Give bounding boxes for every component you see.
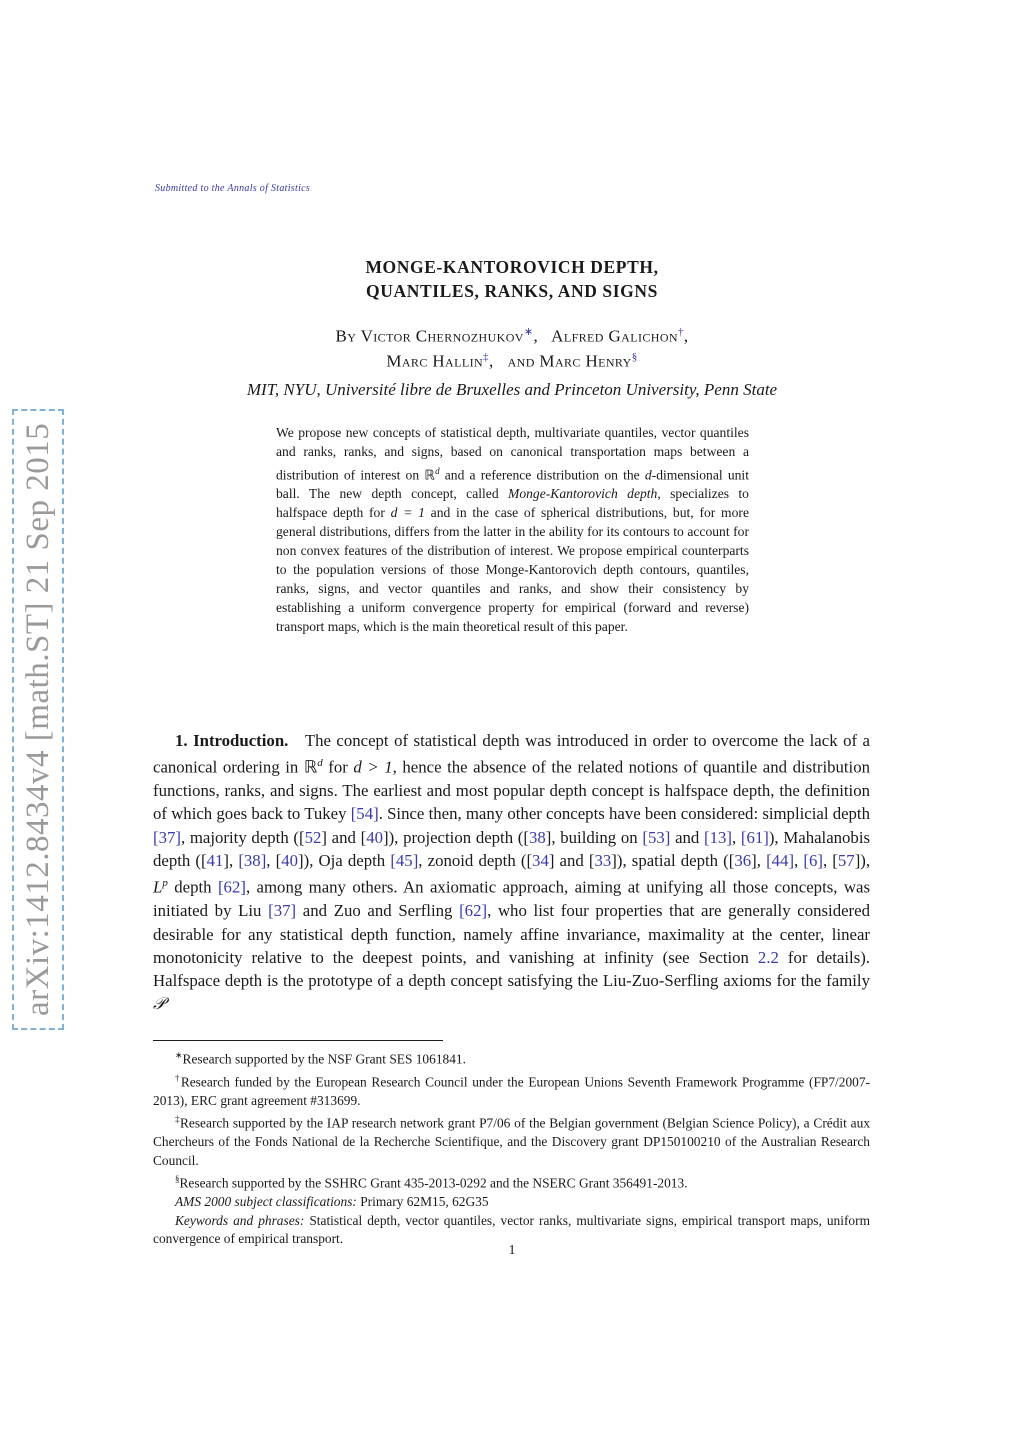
citation-link[interactable]: 33	[594, 851, 612, 871]
author-galichon: Alfred Galichon	[551, 326, 678, 346]
abstract-text-5: and in the case of spherical distributions, but, for more general distributions, differs from the latter in the ability for its contours to account for non convex features of the distribution of interest. We propose empirical counterparts to the population versions of those Monge-Kantorovich depth contours, quantiles, ranks, signs, and vector quantiles and ranks, and show their consistency by establishing a uniform convergence property for empirical (forward and reverse) transport maps, which is the main theoretical result of this paper.	[276, 505, 749, 634]
intro-text: ],	[223, 851, 239, 871]
section-link[interactable]: 2.2	[757, 947, 779, 967]
page-number: 1	[508, 1243, 516, 1258]
citation-link[interactable]: [62]	[217, 877, 246, 897]
intro-text: ]), spatial depth ([	[611, 851, 735, 871]
intro-text: and	[670, 827, 704, 847]
author-mark-2: †	[677, 326, 684, 338]
author-henry: Marc Henry	[539, 351, 632, 371]
intro-text: and Zuo and Serfling	[296, 901, 460, 921]
abstract-emph: Monge-Kantorovich depth	[508, 486, 658, 502]
author-mark-4: §	[631, 351, 638, 363]
intro-eq: d > 1	[353, 757, 393, 777]
ams-classification	[153, 1193, 870, 1212]
intro-text: , among many others. An axiomatic approach, aiming at unifying all those concepts, was initiated by Liu	[153, 877, 870, 921]
and-label: and	[507, 351, 535, 371]
intro-text: ]), Oja depth	[298, 851, 391, 871]
intro-text: for details). Halfspace depth is the prototype of a depth concept satisfying the Liu-Zuo-Serfling axioms for the family	[153, 947, 871, 991]
author-chernozhukov: Victor Chernozhukov	[360, 326, 524, 346]
footnote-text: Research supported by the SSHRC Grant 435-2013-0292 and the NSERC Grant 356491-2013.	[179, 1175, 688, 1191]
citation-link[interactable]: 38	[528, 827, 546, 847]
intro-sup-d: d	[317, 757, 323, 770]
footnote-mark: ∗	[175, 1050, 183, 1060]
authors-line-1: By Victor Chernozhukov∗, Alfred Galichon†,	[335, 326, 689, 346]
abstract-text-3: -dimensional unit ball. The new depth concept, called	[276, 467, 749, 502]
footnote-3	[153, 1110, 870, 1170]
lp-sup: p	[162, 877, 168, 890]
author-hallin: Marc Hallin	[386, 351, 484, 371]
abstract-text-2: and a reference distribution on the	[439, 467, 645, 483]
footnote-rule	[153, 1040, 443, 1041]
citation-link[interactable]: 57	[837, 851, 855, 871]
citation-link[interactable]: [54]	[350, 804, 379, 824]
citation-link[interactable]: [53]	[642, 827, 671, 847]
intro-text: , majority depth ([	[180, 827, 305, 847]
intro-text: ] and [	[321, 827, 367, 847]
paper-title-line-1: MONGE-KANTOROVICH DEPTH,	[365, 257, 659, 277]
intro-text: depth	[167, 877, 218, 897]
footnote-mark: §	[175, 1174, 180, 1185]
intro-text: , [	[822, 851, 838, 871]
citation-link[interactable]: [13]	[704, 827, 732, 847]
abstract-var-d: d	[644, 467, 652, 483]
arxiv-sidebar-stamp: arXiv:1412.8434v4 [math.ST] 21 Sep 2015	[12, 409, 64, 1030]
intro-text: for	[322, 757, 354, 777]
footnote-1	[153, 1046, 870, 1069]
citation-link[interactable]: [38]	[238, 851, 267, 871]
section-heading: 1. Introduction.	[175, 731, 289, 750]
footnote-text: Research supported by the IAP research network grant P7/06 of the Belgian government (Belgian Science Policy), a Crédit aux Chercheurs of the Fonds National de la Recherche Scientifique, and the Discovery grant DP150100210 of the Australian Research Council.	[153, 1115, 871, 1168]
abstract-sup-d: d	[435, 465, 440, 476]
citation-link[interactable]: 34	[532, 851, 549, 871]
intro-text: . Since then, many other concepts have been considered: simplicial depth	[378, 804, 870, 824]
citation-link[interactable]: 41	[206, 851, 224, 871]
footnote-4	[153, 1170, 870, 1193]
intro-text: ,	[794, 851, 804, 871]
footnote-mark: ‡	[175, 1114, 180, 1125]
citation-link[interactable]: [44]	[766, 851, 795, 871]
footnote-2	[153, 1069, 870, 1110]
intro-text: , zonoid depth ([	[418, 851, 533, 871]
citation-link[interactable]: [61]	[740, 827, 769, 847]
intro-text: , [	[266, 851, 282, 871]
introduction-paragraph	[153, 729, 870, 1016]
footnote-mark: †	[175, 1072, 181, 1083]
citation-link[interactable]: 40	[281, 851, 299, 871]
citation-link[interactable]: 52	[304, 827, 322, 847]
intro-text: ), Mahalanobis depth ([	[153, 827, 871, 871]
family-symbol: 𝒫	[153, 994, 166, 1014]
intro-text: ] and [	[548, 851, 595, 871]
intro-text: ]), projection depth ([	[383, 827, 529, 847]
keywords-label: Keywords and phrases:	[175, 1212, 305, 1228]
citation-link[interactable]: [6]	[803, 851, 823, 871]
by-label: By	[335, 326, 357, 346]
footnote-text: Research funded by the European Research Council under the European Unions Seventh Framework Programme (FP7/2007-2013), ERC grant agreement #313699.	[153, 1074, 870, 1108]
intro-text: ]),	[854, 851, 871, 871]
intro-text: ], building on	[545, 827, 643, 847]
author-mark-3: ‡	[483, 351, 489, 363]
citation-link[interactable]: 36	[734, 851, 752, 871]
intro-text: , who list four properties that are generally considered desirable for any statistical depth function, namely affine invariance, maximality at the center, linear monotonicity relative to the deepest points, and vanishing at infinity (see Section	[153, 901, 870, 967]
citation-link[interactable]: [62]	[459, 901, 488, 921]
citation-link[interactable]: 40	[366, 827, 383, 847]
intro-text: The concept of statistical depth was introduced in order to overcome the lack of a canonical ordering in ℝ	[153, 731, 870, 777]
abstract-text-4: , specializes to halfspace depth for	[276, 486, 749, 521]
journal-submission-note: Submitted to the Annals of Statistics	[155, 183, 311, 194]
citation-link[interactable]: [45]	[390, 851, 419, 871]
citation-link[interactable]: [37]	[268, 901, 297, 921]
intro-text: , hence the absence of the related notions of quantile and distribution functions, ranks, and signs. The earliest and most popular depth concept is halfspace depth, the definition of which goes back to Tukey	[153, 757, 870, 824]
abstract-eq: d = 1	[390, 505, 425, 521]
authors-line-2: Marc Hallin‡, and Marc Henry§	[386, 351, 638, 371]
paper-title-line-2: QUANTILES, RANKS, AND SIGNS	[366, 281, 658, 301]
intro-text: ],	[751, 851, 767, 871]
abstract	[276, 424, 749, 637]
lp-symbol: L	[153, 877, 163, 897]
ams-label: AMS 2000 subject classifications:	[175, 1194, 357, 1210]
ams-text: Primary 62M15, 62G35	[356, 1194, 489, 1210]
affiliations: MIT, NYU, Université libre de Bruxelles and Princeton University, Penn State	[246, 380, 778, 399]
abstract-text-1: We propose new concepts of statistical depth, multivariate quantiles, vector quantiles and ranks, ranks, and signs, based on canonical transportation maps between a distribution of interest on ℝ	[276, 425, 749, 483]
intro-text: ,	[731, 827, 741, 847]
keywords-text: Statistical depth, vector quantiles, vector ranks, multivariate signs, empirical transport maps, uniform convergence of empirical transport.	[153, 1212, 871, 1247]
citation-link[interactable]: [37]	[153, 827, 181, 847]
footnote-text: Research supported by the NSF Grant SES 1061841.	[182, 1051, 466, 1067]
footnotes	[153, 1046, 870, 1249]
author-mark-1: ∗	[523, 326, 534, 338]
